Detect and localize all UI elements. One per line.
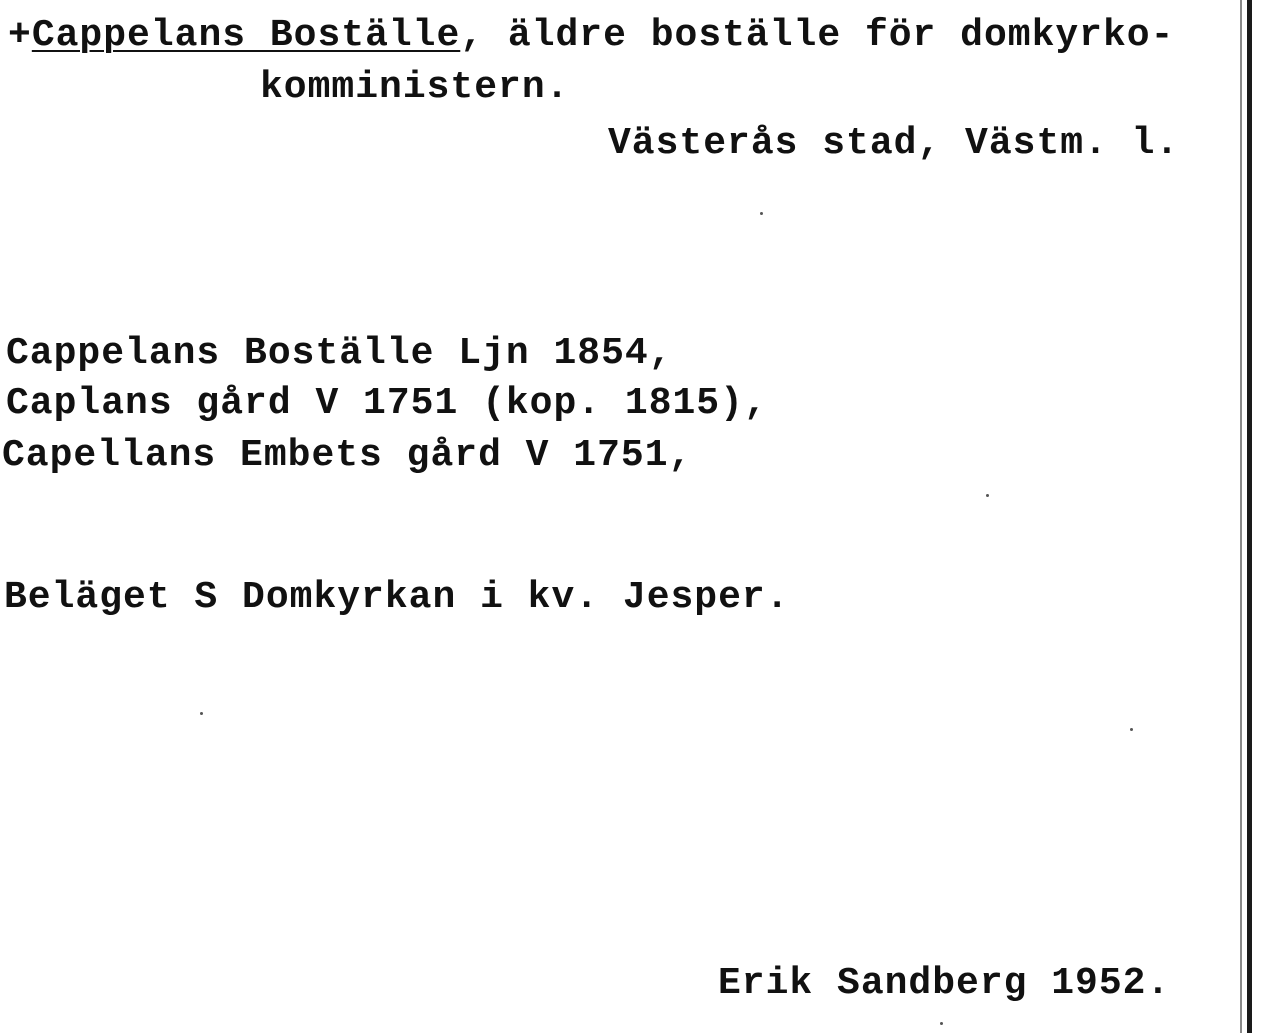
card-edge-line (1240, 0, 1242, 1033)
speck (940, 1022, 943, 1025)
heading-line-1 (8, 14, 1174, 58)
location-note: Beläget S Domkyrkan i kv. Jesper. (4, 576, 790, 619)
name-entry-1: Cappelans Boställe Ljn 1854, (6, 332, 673, 375)
heading-title: Cappelans Boställe (31, 14, 461, 57)
location-line: Västerås stad, Västm. l. (608, 122, 1180, 165)
name-entry-3: Capellans Embets gård V 1751, (2, 434, 693, 477)
speck (200, 712, 203, 715)
signature: Erik Sandberg 1952. (718, 962, 1171, 1005)
name-entry-2: Caplans gård V 1751 (kop. 1815), (6, 382, 768, 425)
plus-mark: + (8, 14, 32, 57)
heading-title-rest: , äldre boställe för domkyrko- (460, 14, 1175, 57)
speck (986, 494, 989, 497)
speck (760, 212, 763, 215)
heading-line-2: komministern. (260, 66, 570, 109)
speck (1130, 728, 1133, 731)
card-edge (1247, 0, 1252, 1033)
